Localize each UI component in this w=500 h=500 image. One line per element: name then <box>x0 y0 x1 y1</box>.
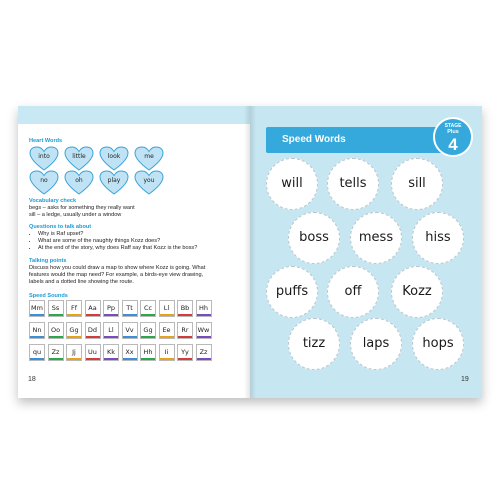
heart-word-label: play <box>107 177 121 184</box>
vocabulary-line: begs – asks for something they really want <box>29 205 135 211</box>
speed-sound-color-bar <box>123 336 137 338</box>
speed-sound-color-bar <box>160 336 174 338</box>
speed-sound-card <box>29 300 45 317</box>
heart-word-label: look <box>107 153 121 160</box>
speed-sound-card <box>196 344 212 361</box>
speed-sound-color-bar <box>67 314 81 316</box>
speed-word-circle <box>391 266 443 318</box>
speed-sound-card <box>66 300 82 317</box>
speed-sound-card <box>66 344 82 361</box>
speed-word: off <box>344 284 362 299</box>
vocabulary-line: sill – a ledge, usually under a window <box>29 212 122 218</box>
speed-sound-letter: Tt <box>126 304 133 312</box>
speed-sound-color-bar <box>67 358 81 360</box>
speed-sound-letter: Gg <box>143 326 153 334</box>
speed-sound-letter: Ii <box>164 348 169 356</box>
speed-sound-letter: Kk <box>106 348 116 356</box>
speed-sound-card <box>29 322 45 339</box>
speed-sound-color-bar <box>141 336 155 338</box>
stage-badge <box>433 117 473 157</box>
speed-sound-color-bar <box>86 336 100 338</box>
speed-sound-letter: Ww <box>197 326 210 334</box>
speed-sound-letter: Gg <box>69 326 79 334</box>
speed-sound-letter: Zz <box>51 348 60 356</box>
speed-sound-color-bar <box>104 336 118 338</box>
speed-sound-color-bar <box>49 314 63 316</box>
page-number-left: 18 <box>28 376 36 383</box>
speed-word: sill <box>408 176 426 191</box>
speed-sound-card <box>159 322 175 339</box>
speed-sound-card <box>177 344 193 361</box>
speed-sound-color-bar <box>197 358 211 360</box>
speed-word: Kozz <box>402 284 432 299</box>
heart-words <box>29 146 169 194</box>
speed-sound-color-bar <box>30 358 44 360</box>
speed-sound-letter: Jj <box>72 348 76 356</box>
speed-word: puffs <box>275 284 309 299</box>
heart-word <box>29 146 59 172</box>
speed-sound-letter: Nn <box>32 326 42 334</box>
speed-sound-letter: Uu <box>88 348 97 356</box>
speed-word-circle <box>266 158 318 210</box>
heart-words-title: Heart Words <box>29 138 63 144</box>
speed-sound-letter: Aa <box>88 304 97 312</box>
speed-word-circle <box>288 212 340 264</box>
heart-word-label: little <box>72 153 86 160</box>
vocabulary-title: Vocabulary check <box>29 198 77 204</box>
speed-sound-card <box>122 344 138 361</box>
speed-sound-letter: qu <box>32 348 42 356</box>
talking-points-title: Talking points <box>29 258 67 264</box>
heart-word-label: no <box>40 177 48 184</box>
heart-word-label: me <box>144 153 154 160</box>
talking-points-text: Discuss how you could draw a map to show where Kozz is going. What features would the map need? For example, a birds-eye view drawing, labels and a dotted line showing the route. <box>29 265 206 285</box>
speed-sound-letter: Zz <box>199 348 208 356</box>
speed-sound-color-bar <box>123 314 137 316</box>
speed-sound-letter: Ll <box>108 326 114 334</box>
speed-sound-card <box>159 300 175 317</box>
speed-sound-card <box>140 300 156 317</box>
questions-list <box>29 231 219 252</box>
speed-word: mess <box>358 230 394 245</box>
speed-word-circle <box>350 212 402 264</box>
question-item: • Why is Raf upset? <box>38 231 219 238</box>
speed-sound-letter: Hh <box>198 304 208 312</box>
speed-sound-color-bar <box>160 358 174 360</box>
stage-number: 4 <box>448 135 458 154</box>
speed-sound-color-bar <box>86 358 100 360</box>
speed-word: boss <box>299 230 329 245</box>
speed-word: tells <box>339 176 367 191</box>
questions-title: Questions to talk about <box>29 224 92 230</box>
speed-sound-letter: Yy <box>181 348 189 356</box>
speed-sound-card <box>85 344 101 361</box>
speed-sound-color-bar <box>178 314 192 316</box>
speed-sound-color-bar <box>49 358 63 360</box>
speed-word-circle <box>288 318 340 370</box>
speed-word: will <box>281 176 303 191</box>
heart-word-label: oh <box>75 177 83 184</box>
speed-sound-card <box>48 322 64 339</box>
heart-word <box>64 146 94 172</box>
speed-sound-card <box>48 344 64 361</box>
speed-sound-letter: Cc <box>143 304 153 312</box>
heart-word <box>134 146 164 172</box>
heart-word <box>64 170 94 196</box>
speed-sound-color-bar <box>197 336 211 338</box>
speed-word-circle <box>350 318 402 370</box>
speed-sound-letter: Ll <box>163 304 170 312</box>
speed-word-circle <box>412 212 464 264</box>
question-item: • At the end of the story, why does Raff say that Kozz is the boss? <box>38 245 219 252</box>
speed-sound-card <box>29 344 45 361</box>
speed-sound-card <box>177 322 193 339</box>
speed-sound-letter: Mm <box>31 304 43 312</box>
heart-word-label: you <box>143 177 155 184</box>
speed-sound-letter: Xx <box>125 348 134 356</box>
speed-sound-color-bar <box>197 314 211 316</box>
speed-sound-color-bar <box>49 336 63 338</box>
speed-sound-letter: Bb <box>180 304 190 312</box>
speed-sound-color-bar <box>104 314 118 316</box>
speed-sound-card <box>85 322 101 339</box>
speed-sound-color-bar <box>67 336 81 338</box>
speed-sound-letter: Vv <box>125 326 134 334</box>
speed-word: laps <box>362 336 390 351</box>
speed-sound-card <box>48 300 64 317</box>
speed-word-circle <box>266 266 318 318</box>
speed-word-circle <box>327 266 379 318</box>
speed-sound-card <box>196 322 212 339</box>
stage-label: STAGE <box>444 123 462 129</box>
speed-sound-letter: Ee <box>162 326 171 334</box>
speed-sound-card <box>103 322 119 339</box>
heart-word <box>134 170 164 196</box>
speed-sound-color-bar <box>86 314 100 316</box>
speed-sound-card <box>140 322 156 339</box>
heart-word <box>29 170 59 196</box>
speed-word: hiss <box>425 230 451 245</box>
speed-sound-color-bar <box>160 314 174 316</box>
speed-sound-card <box>177 300 193 317</box>
speed-sound-color-bar <box>123 358 137 360</box>
speed-word: hops <box>422 336 454 351</box>
speed-sound-card <box>103 300 119 317</box>
speed-sound-color-bar <box>141 314 155 316</box>
speed-sound-card <box>122 322 138 339</box>
speed-sound-card <box>196 300 212 317</box>
speed-sound-card <box>66 322 82 339</box>
speed-sound-letter: Ss <box>51 304 60 312</box>
speed-word-circle <box>327 158 379 210</box>
speed-sound-letter: Dd <box>87 326 98 334</box>
speed-sound-color-bar <box>141 358 155 360</box>
speed-word-circle <box>412 318 464 370</box>
speed-sounds-title: Speed Sounds <box>29 293 68 299</box>
speed-words-title: Speed Words <box>282 134 346 145</box>
speed-sound-color-bar <box>178 358 192 360</box>
page-number-right: 19 <box>461 376 469 383</box>
speed-sound-letter: Ff <box>70 304 78 312</box>
heart-word-label: into <box>38 153 50 160</box>
question-item: • What are some of the naughty things Kozz does? <box>38 238 219 245</box>
speed-word-circle <box>391 158 443 210</box>
speed-sound-letter: Hh <box>143 348 153 356</box>
speed-word: tizz <box>302 336 326 351</box>
speed-sound-color-bar <box>30 336 44 338</box>
speed-sound-card <box>122 300 138 317</box>
speed-sound-color-bar <box>30 314 44 316</box>
speed-sound-color-bar <box>104 358 118 360</box>
speed-sound-card <box>140 344 156 361</box>
heart-word <box>99 146 129 172</box>
vocabulary-list <box>29 205 219 219</box>
speed-sound-card <box>103 344 119 361</box>
speed-sound-letter: Oo <box>50 326 61 334</box>
speed-sound-letter: Rr <box>181 326 189 334</box>
speed-sound-card <box>85 300 101 317</box>
plus-label: Plus <box>447 129 459 135</box>
heart-word <box>99 170 129 196</box>
left-page-top-strip <box>18 106 250 124</box>
speed-sound-card <box>159 344 175 361</box>
speed-sound-letter: Pp <box>106 304 116 312</box>
speed-sound-color-bar <box>178 336 192 338</box>
